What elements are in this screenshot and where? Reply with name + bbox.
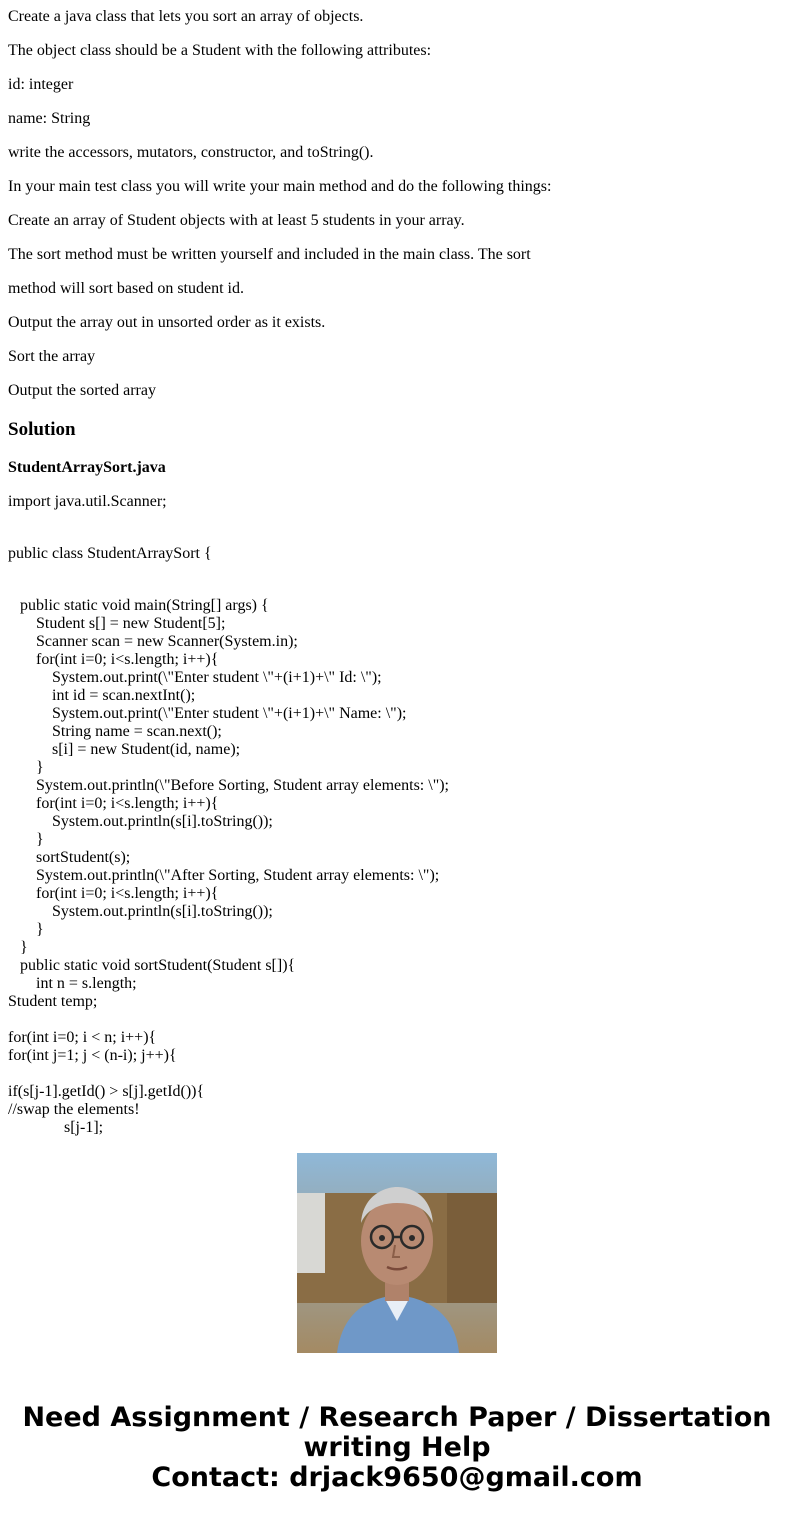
question-line: The sort method must be written yourself and included in the main class. The sort — [8, 246, 531, 263]
solution-filename: StudentArraySort.java — [8, 459, 166, 476]
code-block: public static void main(String[] args) { Student s[] = new Student[5]; Scanner scan = new Scanner(System.in); for(int i=0; i<s.length; i++){ System.out.print(\"Enter student \"+(i+1)+\" Id: \"); int id = scan.nextInt(); System.out.print(\"Enter student \"+(i+1)+\" Name: \"); String name = scan.next(); s[i] = new Student(id, name); } System.out.println(\"Before Sorting, Student array elements: \"); for(int i=0; i<s.length; i++){ System.out.println(s[i].toString()); } sortStudent(s); System.out.println(\"After Sorting, Student array elements: \"); for(int i=0; i<s.length; i++){ System.out.println(s[i].toString()); } } public static void sortStudent(Student s[]){ int n = s.length; Student temp; for(int i=0; i < n; i++){ for(int j=1; j < (n-i); j++){ if(s[j-1].getId() > s[j].getId()){ //swap the elements! s[j-1]; — [8, 597, 449, 1136]
question-line: Output the array out in unsorted order as it exists. — [8, 314, 326, 331]
code-class-line: public class StudentArraySort { — [8, 545, 212, 562]
question-line: Sort the array — [8, 348, 96, 365]
question-line: Create a java class that lets you sort an array of objects. — [8, 8, 364, 25]
document-content — [8, 0, 788, 1136]
question-line: method will sort based on student id. — [8, 280, 244, 297]
banner-line: writing Help — [303, 1432, 491, 1463]
question-line: In your main test class you will write your main method and do the following things: — [8, 178, 552, 195]
help-banner — [0, 1403, 794, 1493]
question-line: Output the sorted array — [8, 382, 156, 399]
banner-contact-line: Contact: drjack9650@gmail.com — [151, 1462, 643, 1493]
question-line: Create an array of Student objects with at least 5 students in your array. — [8, 212, 465, 229]
question-line: write the accessors, mutators, constructor, and toString(). — [8, 144, 374, 161]
question-line: The object class should be a Student with the following attributes: — [8, 42, 432, 59]
author-photo — [297, 1153, 497, 1353]
banner-line: Need Assignment / Research Paper / Dissertation — [22, 1402, 772, 1433]
question-line: name: String — [8, 110, 91, 127]
solution-heading: Solution — [8, 419, 76, 440]
question-line: id: integer — [8, 76, 74, 93]
code-import-line: import java.util.Scanner; — [8, 493, 167, 510]
author-photo-illustration — [297, 1153, 497, 1353]
